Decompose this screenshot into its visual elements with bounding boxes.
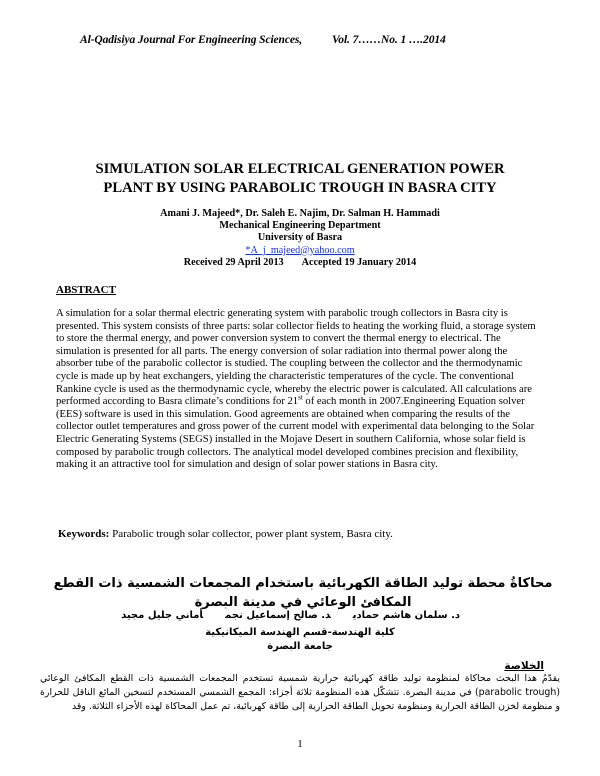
author-university: University of Basra — [257, 232, 343, 244]
abstract-superscript: st — [298, 393, 303, 402]
author-block — [40, 208, 560, 269]
received-date: Received 29 April 2013 — [183, 256, 284, 268]
keywords-text: Parabolic trough solar collector, power plant system, Basra city. — [109, 528, 393, 540]
arabic-department: كلية الهندسة-قسم الهندسة الميكانيكية — [205, 627, 395, 638]
keywords-label: Keywords: — [58, 528, 110, 540]
author-department: Mechanical Engineering Department — [219, 220, 381, 232]
arabic-abstract-heading: الخلاصة — [504, 660, 544, 672]
title-line-2: PLANT BY USING PARABOLIC TROUGH IN BASRA CITY — [103, 180, 497, 196]
journal-name: Al-Qadisiya Journal For Engineering Sciences, — [80, 34, 303, 46]
abstract-heading: ABSTRACT — [56, 284, 116, 296]
arabic-author-1: د. سلمان هاشم حمادي — [352, 610, 460, 621]
title-line-1: SIMULATION SOLAR ELECTRICAL GENERATION POWER — [95, 161, 505, 177]
page-number: 1 — [297, 738, 303, 750]
arabic-affiliation — [200, 626, 400, 654]
arabic-title: محاكاةُ محطة توليد الطاقة الكهربائية باستخدام المجمعات الشمسية ذات القطع المكافئ الوعائي في مدينة البصرة — [53, 576, 553, 610]
paper-title — [40, 160, 560, 198]
author-names: Amani J. Majeed*, Dr. Saleh E. Najim, Dr. Salman H. Hammadi — [160, 208, 440, 219]
abstract-body — [56, 308, 542, 472]
journal-volume: Vol. 7……No. 1 ….2014 — [332, 34, 446, 46]
arabic-author-2: د. صالح إسماعيل نجم — [225, 610, 331, 621]
arabic-author-3: أماني جليل مجيد — [121, 610, 204, 621]
journal-header — [80, 34, 520, 46]
paper-dates — [40, 257, 560, 269]
accepted-date: Accepted 19 January 2014 — [301, 256, 417, 268]
arabic-university: جامعة البصرة — [267, 641, 333, 652]
abstract-text-part-2: of each month in 2007.Engineering Equation solver (EES) software is used in this simulation. Good agreements are obtained when comparing the results of the collector outlet temperatures and gross power of the current model with experimental data belonging to the Solar Electric Generating Systems (SEGS) installed in the Mojave Desert in southern California, whose solar field is composed by parabolic trough collectors. The analytical model developed combines precision and flexibility, making it an attractive tool for simulation and design of solar power stations in Basra city. — [56, 396, 535, 471]
author-email-link[interactable]: *A_j_majeed@yahoo.com — [245, 244, 355, 256]
arabic-authors — [121, 610, 460, 621]
arabic-abstract-body: يقدّمُ هذا البحث محاكاة لمنظومة توليد طاقة كهربائية حرارية شمسية تستخدم المجمعات الشمسية ذات القطع المكافئ الوعائي (parabolic trough) في مدينة البصرة. تتشكّل هذه المنظومة ثلاثة أجزاء: المجمع الشمسي المستخدم لتسخين المائع الناقل للحرارة و منظومة لخزن الطاقة الحرارية ومنظومة تحويل الطاقة الحرارية إلى طاقة كهربائية، تم عمل المحاكاة لهذه الأجزاء الثلاثة. وقد — [40, 673, 560, 712]
abstract-text-part-1: A simulation for a solar thermal electric generating system with parabolic trough collectors in Basra city is presented. This system consists of three parts: solar collector fields to heating the working fluid, a storage system to store the thermal energy, and power conversion system to convert the thermal energy to electrical. The simulation is presented for all parts. The energy conversion of solar radiation into thermal power along the absorber tube of the parabolic collector is studied. The coupling between the collector and the thermodynamic cycle is made up by heat exchangers, yielding the characteristic temperatures of the cycle. The conventional Rankine cycle is used as the thermodynamic cycle, whereby the electric power is calculated. All calculations are performed according to Basra climate’s conditions for 21 — [56, 308, 536, 408]
keywords — [58, 528, 544, 540]
